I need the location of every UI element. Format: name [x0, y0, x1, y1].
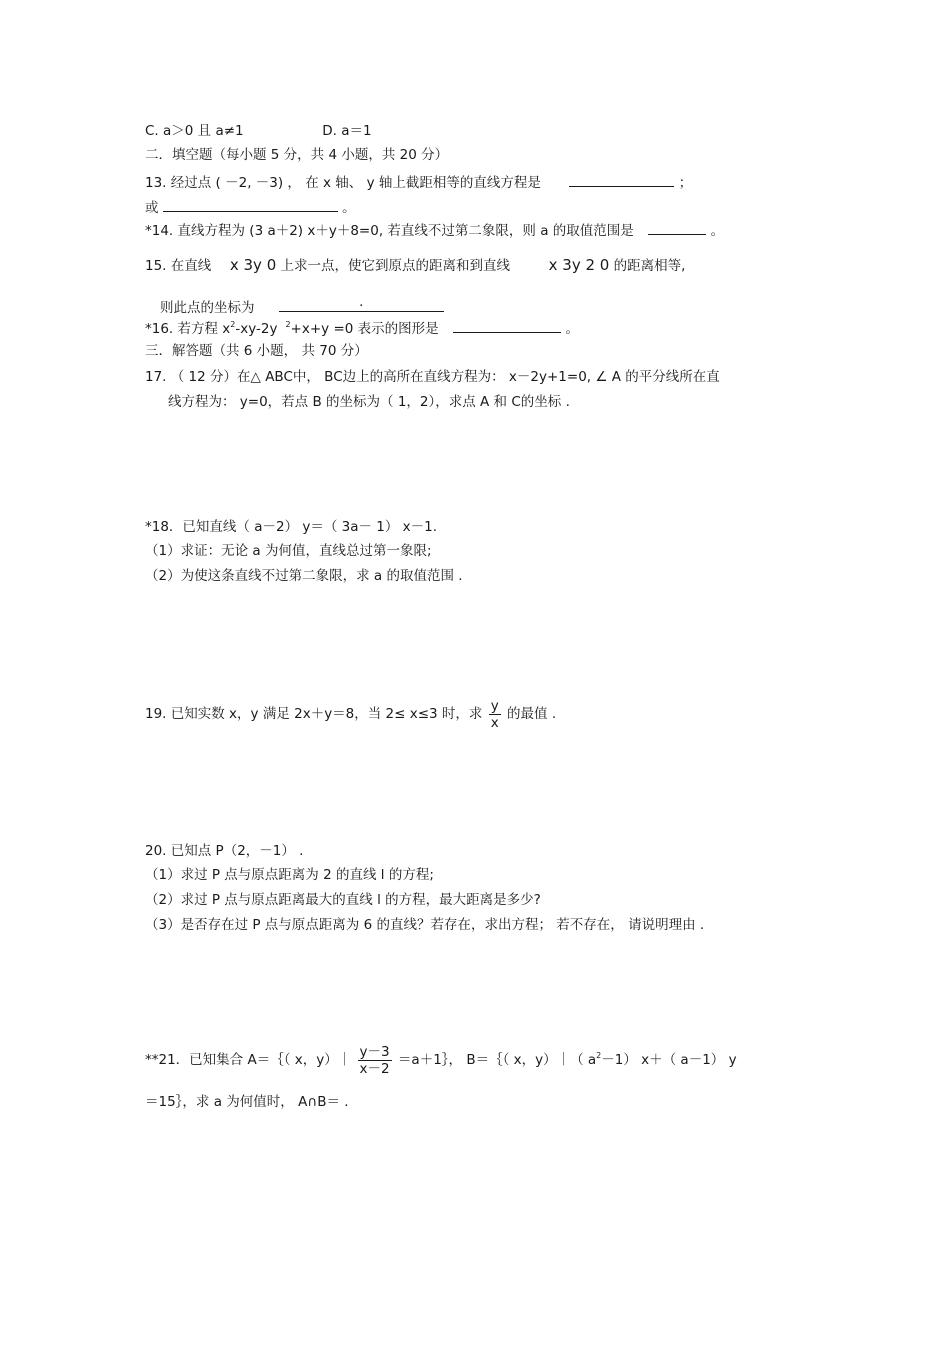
q20-line2: （1）求过 P 点与原点距离为 2 的直线 l 的方程; [145, 867, 434, 883]
q21-numerator: y－3 [359, 1043, 390, 1060]
q15-line1 [145, 256, 685, 275]
q16-answer-blank[interactable] [453, 318, 561, 333]
q19-fraction [489, 698, 501, 731]
q14-end: 。 [710, 223, 725, 239]
q16-line [145, 318, 579, 338]
q21-part1: **21．已知集合 A＝｛（ x，y）｜ [145, 1052, 352, 1068]
q15-answer-blank[interactable] [279, 294, 444, 312]
option-d: D. a＝1 [322, 123, 372, 139]
q13-text: 13. 经过点 ( －2, －3) ， 在 x 轴、 y 轴上截距相等的直线方程是 [145, 175, 541, 191]
q21-fraction [358, 1044, 392, 1077]
section2-heading: 二．填空题（每小题 5 分，共 4 小题，共 20 分） [145, 147, 449, 163]
q15-line2 [160, 294, 444, 317]
q19-line [145, 697, 556, 731]
q16-end: 。 [565, 321, 580, 337]
q14-line [145, 220, 724, 240]
q19-part1: 19. 已知实数 x，y 满足 2x＋y＝8，当 2≤ x≤3 时，求 [145, 706, 483, 722]
q13-answer-blank-2[interactable] [163, 197, 338, 212]
q21-line2: ＝15｝，求 a 为何值时， A∩B＝ . [145, 1094, 349, 1110]
q15-eq2: x 3y 2 0 [548, 256, 610, 274]
q16-part1: *16. 若方程 x [145, 321, 231, 337]
q13-line2 [145, 197, 356, 217]
q15-eq1: x 3y 0 [229, 256, 277, 274]
q19-denominator: x [490, 714, 499, 731]
q15-dot: . [359, 294, 364, 310]
q20-line1: 20. 已知点 P（2，－1） . [145, 843, 304, 859]
q20-line3: （2）求过 P 点与原点距离最大的直线 l 的方程，最大距离是多少? [145, 892, 541, 908]
q18-line3: （2）为使这条直线不过第二象限，求 a 的取值范围 . [145, 568, 463, 584]
q13-or: 或 [145, 200, 159, 216]
q14-answer-blank[interactable] [648, 220, 706, 235]
q17-line1: 17. （ 12 分）在△ ABC中， BC边上的高所在直线方程为： x－2y+1=0, ∠ A 的平分线所在直 [145, 369, 720, 385]
q21-line1 [145, 1043, 737, 1077]
q13-sep: ； [678, 175, 693, 191]
section3-heading: 三．解答题（共 6 小题， 共 70 分） [145, 343, 368, 359]
q21-denominator: x－2 [359, 1060, 390, 1077]
q16-part3: +x+y =0 表示的图形是 [290, 321, 439, 337]
q15-part3: 的距离相等, [613, 258, 686, 274]
q16-part2: -xy-2y [235, 321, 278, 337]
q18-line1: *18．已知直线（ a－2） y＝（ 3a－ 1） x－1. [145, 519, 438, 535]
q16-exp2: 2 [285, 320, 291, 329]
q17-line2: 线方程为： y=0，若点 B 的坐标为（ 1，2），求点 A 和 C的坐标 . [168, 394, 570, 410]
q15-line2-text: 则此点的坐标为 [160, 300, 255, 316]
q14-text: *14. 直线方程为 (3 a＋2) x＋y＋8=0, 若直线不过第二象限，则 a 的取值范围是 [145, 223, 634, 239]
q15-part2: 上求一点，使它到原点的距离和到直线 [280, 258, 511, 274]
q13-end: 。 [342, 200, 356, 216]
q12-options [145, 122, 372, 140]
q18-line2: （1）求证：无论 a 为何值，直线总过第一象限; [145, 543, 432, 559]
q13-line1 [145, 172, 692, 192]
q15-part1: 15. 在直线 [145, 258, 212, 274]
q21-exp: 2 [596, 1051, 602, 1060]
q20-line4: （3）是否存在过 P 点与原点距离为 6 的直线？若存在，求出方程； 若不存在， 请说明理由 . [145, 917, 705, 933]
q21-part2: ＝a＋1｝， B＝｛（ x，y）｜（ a [397, 1052, 597, 1068]
q19-numerator: y [490, 697, 499, 714]
option-c: C. a＞0 且 a≠1 [145, 123, 244, 139]
q19-part2: 的最值 . [507, 706, 557, 722]
q21-part3: －1） x＋（ a－1） y [601, 1052, 737, 1068]
q16-exp1: 2 [230, 320, 236, 329]
q13-answer-blank-1[interactable] [569, 172, 674, 187]
